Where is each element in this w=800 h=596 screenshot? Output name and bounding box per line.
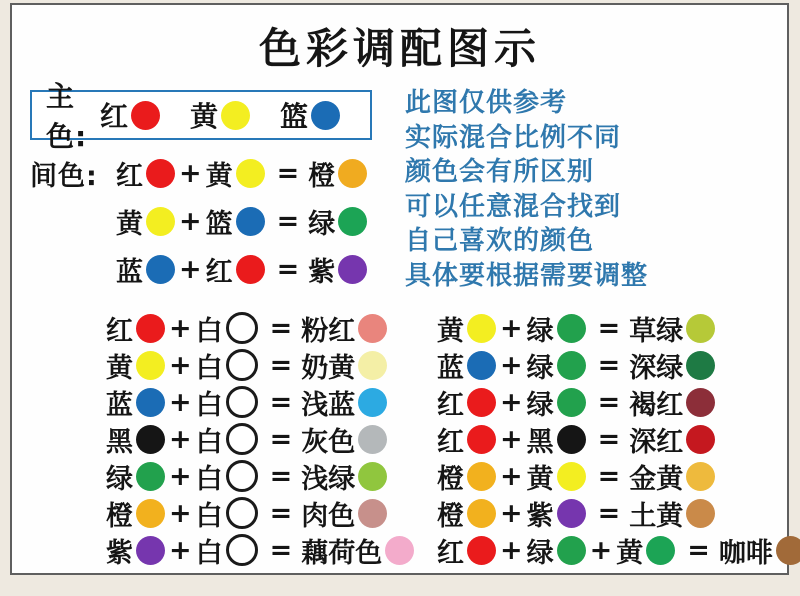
color-swatch bbox=[236, 159, 265, 188]
result-name: 橙 bbox=[308, 160, 336, 192]
result-name: 绿 bbox=[308, 208, 336, 240]
color-name: 红 bbox=[437, 537, 464, 569]
color-swatch bbox=[557, 462, 586, 491]
white-swatch bbox=[226, 460, 258, 492]
note-line: 自己喜欢的颜色 bbox=[405, 226, 595, 256]
result-name: 灰色 bbox=[301, 426, 356, 458]
color-name: 红 bbox=[106, 315, 133, 347]
color-name: 黄 bbox=[437, 315, 464, 347]
equals-sign: = bbox=[269, 497, 293, 529]
white-mixes-section bbox=[106, 312, 414, 569]
plus-sign: + bbox=[179, 205, 202, 237]
note-line: 此图仅供参考 bbox=[405, 88, 568, 118]
color-swatch bbox=[146, 207, 175, 236]
plus-sign: + bbox=[500, 497, 523, 529]
white-swatch bbox=[226, 534, 258, 566]
white-swatch bbox=[226, 423, 258, 455]
equation-row bbox=[437, 534, 800, 569]
result-swatch bbox=[686, 425, 715, 454]
white-swatch bbox=[226, 312, 258, 344]
color-swatch bbox=[557, 388, 586, 417]
color-name: 紫 bbox=[106, 537, 133, 569]
color-mixes-section bbox=[437, 312, 800, 569]
color-swatch bbox=[136, 425, 165, 454]
equation-row bbox=[106, 312, 414, 347]
result-name: 深红 bbox=[629, 426, 684, 458]
color-swatch bbox=[146, 255, 175, 284]
primary-color-pair bbox=[280, 95, 340, 135]
plus-sign: + bbox=[169, 497, 192, 529]
equals-sign: = bbox=[269, 534, 293, 566]
equation-row bbox=[30, 253, 367, 288]
plus-sign: + bbox=[169, 423, 192, 455]
result-swatch bbox=[338, 159, 367, 188]
color-name: 黑 bbox=[526, 426, 554, 458]
color-name: 红 bbox=[116, 160, 143, 192]
plus-sign: + bbox=[500, 349, 523, 381]
color-name: 蓝 bbox=[116, 256, 143, 288]
color-name: 篮 bbox=[279, 100, 308, 133]
color-swatch bbox=[136, 536, 165, 565]
color-swatch bbox=[136, 351, 165, 380]
result-name: 咖啡 bbox=[718, 537, 773, 569]
color-swatch bbox=[467, 462, 496, 491]
result-swatch bbox=[686, 351, 715, 380]
result-name: 草绿 bbox=[629, 315, 684, 347]
color-swatch bbox=[236, 255, 265, 284]
color-name: 绿 bbox=[526, 389, 554, 421]
equals-sign: = bbox=[269, 423, 293, 455]
color-swatch bbox=[557, 314, 586, 343]
color-name: 黄 bbox=[526, 463, 554, 495]
result-name: 金黄 bbox=[629, 463, 684, 495]
equals-sign: = bbox=[269, 460, 293, 492]
color-name: 白 bbox=[195, 500, 223, 532]
color-name: 橙 bbox=[437, 500, 464, 532]
result-name: 浅绿 bbox=[301, 463, 356, 495]
color-name: 白 bbox=[195, 352, 223, 384]
equals-sign: = bbox=[276, 157, 300, 189]
result-swatch bbox=[686, 314, 715, 343]
color-name: 白 bbox=[195, 426, 223, 458]
page-title: 色彩调配图示 bbox=[258, 24, 541, 73]
color-name: 橙 bbox=[437, 463, 464, 495]
equals-sign: = bbox=[597, 312, 621, 344]
equals-sign: = bbox=[687, 534, 710, 566]
result-swatch bbox=[776, 536, 800, 565]
equals-sign: = bbox=[276, 253, 300, 285]
color-swatch bbox=[221, 101, 250, 130]
plus-sign: + bbox=[169, 312, 192, 344]
equals-sign: = bbox=[269, 386, 293, 418]
color-name: 橙 bbox=[106, 500, 133, 532]
color-name: 篮 bbox=[205, 208, 233, 240]
color-name: 绿 bbox=[526, 315, 554, 347]
color-swatch bbox=[136, 314, 165, 343]
equation-row bbox=[437, 460, 800, 495]
white-swatch bbox=[226, 386, 258, 418]
color-name: 绿 bbox=[526, 537, 554, 569]
white-swatch bbox=[226, 349, 258, 381]
result-swatch bbox=[358, 314, 387, 343]
color-swatch bbox=[557, 499, 586, 528]
equation-row bbox=[437, 386, 800, 421]
result-swatch bbox=[338, 207, 367, 236]
primary-color-pair bbox=[100, 95, 160, 135]
color-swatch bbox=[136, 388, 165, 417]
equation-row bbox=[106, 386, 414, 421]
notes-block bbox=[405, 86, 725, 293]
color-name: 红 bbox=[437, 389, 464, 421]
equals-sign: = bbox=[276, 205, 300, 237]
plus-sign: + bbox=[169, 534, 192, 566]
result-swatch bbox=[358, 499, 387, 528]
equals-sign: = bbox=[597, 497, 621, 529]
plus-sign: + bbox=[179, 157, 202, 189]
equation-row bbox=[30, 157, 367, 192]
color-name: 黄 bbox=[116, 208, 143, 240]
plus-sign: + bbox=[179, 253, 202, 285]
result-swatch bbox=[686, 388, 715, 417]
color-name: 红 bbox=[99, 100, 128, 133]
plus-sign: + bbox=[589, 534, 613, 566]
color-swatch bbox=[467, 499, 496, 528]
color-name: 黄 bbox=[616, 537, 644, 569]
result-swatch bbox=[358, 351, 387, 380]
equation-row bbox=[437, 312, 800, 347]
color-name: 红 bbox=[205, 256, 233, 288]
result-swatch bbox=[385, 536, 414, 565]
result-swatch bbox=[686, 462, 715, 491]
color-name: 蓝 bbox=[106, 389, 133, 421]
equals-sign: = bbox=[269, 312, 293, 344]
equation-row bbox=[106, 423, 414, 458]
result-swatch bbox=[686, 499, 715, 528]
equation-row bbox=[106, 349, 414, 384]
result-name: 紫 bbox=[308, 256, 336, 288]
plus-sign: + bbox=[500, 423, 523, 455]
note-line: 实际混合比例不同 bbox=[405, 122, 622, 153]
color-name: 白 bbox=[195, 463, 223, 495]
result-swatch bbox=[358, 425, 387, 454]
result-name: 粉红 bbox=[301, 315, 356, 347]
equation-row bbox=[437, 349, 800, 384]
plus-sign: + bbox=[169, 349, 192, 381]
result-name: 土黄 bbox=[629, 500, 684, 532]
color-name: 绿 bbox=[106, 463, 133, 495]
equation-row bbox=[437, 497, 800, 532]
primary-label: 主色: bbox=[46, 80, 88, 153]
primary-color-pair bbox=[190, 95, 250, 135]
equals-sign: = bbox=[597, 460, 621, 492]
color-swatch bbox=[136, 499, 165, 528]
equation-row bbox=[106, 460, 414, 495]
color-swatch bbox=[311, 101, 340, 130]
color-swatch bbox=[557, 536, 586, 565]
plus-sign: + bbox=[500, 386, 523, 418]
color-swatch bbox=[467, 536, 496, 565]
color-name: 紫 bbox=[526, 500, 554, 532]
color-swatch bbox=[557, 351, 586, 380]
equation-row bbox=[30, 205, 367, 240]
color-name: 绿 bbox=[526, 352, 554, 384]
result-swatch bbox=[338, 255, 367, 284]
color-name: 黑 bbox=[106, 426, 133, 458]
note-line: 可以任意混合找到 bbox=[405, 191, 622, 222]
result-name: 深绿 bbox=[629, 352, 684, 384]
color-name: 白 bbox=[195, 315, 223, 347]
section-label: 间色: bbox=[30, 160, 98, 192]
equals-sign: = bbox=[597, 423, 621, 455]
equation-row bbox=[106, 534, 414, 569]
color-name: 白 bbox=[195, 389, 223, 421]
primary-colors-box bbox=[30, 80, 372, 153]
equals-sign: = bbox=[269, 349, 293, 381]
color-swatch bbox=[467, 351, 496, 380]
note-line: 具体要根据需要调整 bbox=[405, 260, 649, 291]
result-name: 褐红 bbox=[629, 389, 684, 421]
plus-sign: + bbox=[169, 386, 192, 418]
result-name: 奶黄 bbox=[301, 352, 356, 384]
color-swatch bbox=[557, 425, 586, 454]
plus-sign: + bbox=[169, 460, 192, 492]
plus-sign: + bbox=[500, 312, 523, 344]
equation-row bbox=[437, 423, 800, 458]
equation-row bbox=[106, 497, 414, 532]
secondary-colors-section bbox=[30, 157, 367, 288]
color-swatch bbox=[646, 536, 675, 565]
color-swatch bbox=[467, 314, 496, 343]
color-swatch bbox=[131, 101, 160, 130]
color-name: 白 bbox=[195, 537, 223, 569]
result-name: 藕荷色 bbox=[301, 537, 383, 569]
result-name: 浅蓝 bbox=[301, 389, 356, 421]
color-name: 黄 bbox=[205, 160, 233, 192]
plus-sign: + bbox=[500, 534, 523, 566]
color-name: 黄 bbox=[106, 352, 133, 384]
color-swatch bbox=[236, 207, 265, 236]
color-name: 红 bbox=[437, 426, 464, 458]
color-name: 黄 bbox=[189, 100, 218, 133]
plus-sign: + bbox=[500, 460, 523, 492]
color-swatch bbox=[467, 388, 496, 417]
color-swatch bbox=[136, 462, 165, 491]
result-name: 肉色 bbox=[301, 500, 356, 532]
note-line: 颜色会有所区别 bbox=[405, 157, 595, 187]
result-swatch bbox=[358, 462, 387, 491]
result-swatch bbox=[358, 388, 387, 417]
color-swatch bbox=[146, 159, 175, 188]
color-name: 蓝 bbox=[437, 352, 464, 384]
equals-sign: = bbox=[597, 349, 621, 381]
equals-sign: = bbox=[597, 386, 621, 418]
color-swatch bbox=[467, 425, 496, 454]
white-swatch bbox=[226, 497, 258, 529]
